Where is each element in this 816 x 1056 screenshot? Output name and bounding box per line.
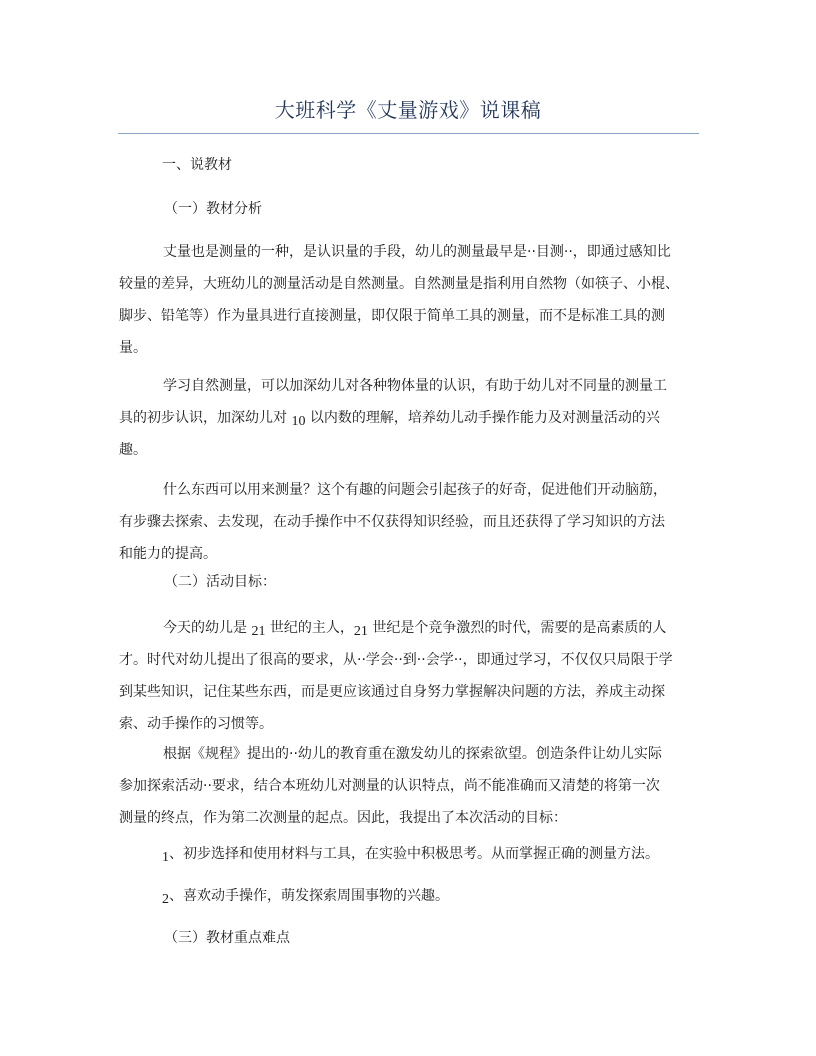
goal-text: 、初步选择和使用材料与工具，在实验中积极思考。从而掌握正确的测量方法。 (169, 846, 659, 862)
number-span: 10 (291, 414, 306, 429)
paragraph-line: 才。时代对幼儿提出了很高的要求，从··学会··到··会学··，即通过学习，不仅仅只局限于学 (119, 652, 673, 668)
subsection-heading-material-analysis: （一）教材分析 (164, 201, 262, 217)
document-title: 大班科学《丈量游戏》说课稿 (274, 98, 542, 122)
paragraph-line: 什么东西可以用来测量？这个有趣的问题会引起孩子的好奇，促进他们开动脑筋， (163, 482, 667, 498)
text-span: 以内数的理解，培养幼儿动手操作能力及对测量活动的兴 (305, 410, 660, 426)
paragraph-line: 量。 (119, 340, 147, 356)
paragraph-line: 有步骤去探索、去发现，在动手操作中不仅获得知识经验，而且还获得了学习知识的方法 (119, 514, 665, 530)
goal-item-1 (162, 844, 659, 865)
paragraph-line: 和能力的提高。 (119, 546, 217, 562)
title-underline-divider (118, 133, 699, 134)
paragraph-line: 较量的差异，大班幼儿的测量活动是自然测量。自然测量是指利用自然物（如筷子、小棍、 (119, 276, 679, 292)
section-heading-1: 一、说教材 (162, 157, 232, 173)
goal-item-2 (162, 886, 449, 907)
paragraph-measurement-intro (119, 236, 699, 364)
goal-number: 2 (162, 892, 169, 907)
paragraph-regulations (119, 738, 699, 834)
paragraph-line: 学习自然测量，可以加深幼儿对各种物体量的认识，有助于幼儿对不同量的测量工 (163, 378, 667, 394)
number-span: 21 (353, 624, 368, 639)
goal-text: 、喜欢动手操作，萌发探索周围事物的兴趣。 (169, 888, 449, 904)
paragraph-line: 根据《规程》提出的··幼儿的教育重在激发幼儿的探索欲望。创造条件让幼儿实际 (163, 746, 662, 762)
text-span: 今天的幼儿是 (163, 620, 252, 636)
paragraph-line: 索、动手操作的习惯等。 (119, 716, 273, 732)
subsection-heading-activity-goals: （二）活动目标： (164, 574, 276, 590)
paragraph-line (119, 612, 699, 644)
paragraph-line: 到某些知识，记住某些东西，而是更应该通过自身努力掌握解决问题的方法，养成主动探 (119, 684, 665, 700)
paragraph-line: 测量的终点，作为第二次测量的起点。因此，我提出了本次活动的目标： (119, 810, 567, 826)
paragraph-what-to-measure (119, 474, 699, 570)
paragraph-natural-measurement (119, 370, 699, 466)
number-span: 21 (251, 624, 266, 639)
text-span: 世纪的主人， (265, 620, 354, 636)
subsection-heading-key-difficulties: （三）教材重点难点 (164, 930, 290, 946)
goal-number: 1 (162, 850, 169, 865)
text-span: 世纪是个竞争激烈的时代，需要的是高素质的人 (367, 620, 667, 636)
text-span: 具的初步认识，加深幼儿对 (119, 410, 292, 426)
paragraph-21st-century (119, 612, 699, 740)
paragraph-line: 参加探索活动··要求，结合本班幼儿对测量的认识特点，尚不能准确而又清楚的将第一次 (119, 778, 660, 794)
paragraph-line: 脚步、铅笔等）作为量具进行直接测量，即仅限于简单工具的测量，而不是标准工具的测 (119, 308, 665, 324)
paragraph-line: 趣。 (119, 442, 147, 458)
paragraph-line (119, 402, 699, 434)
paragraph-line: 丈量也是测量的一种，是认识量的手段，幼儿的测量最早是··目测··，即通过感知比 (163, 244, 671, 260)
